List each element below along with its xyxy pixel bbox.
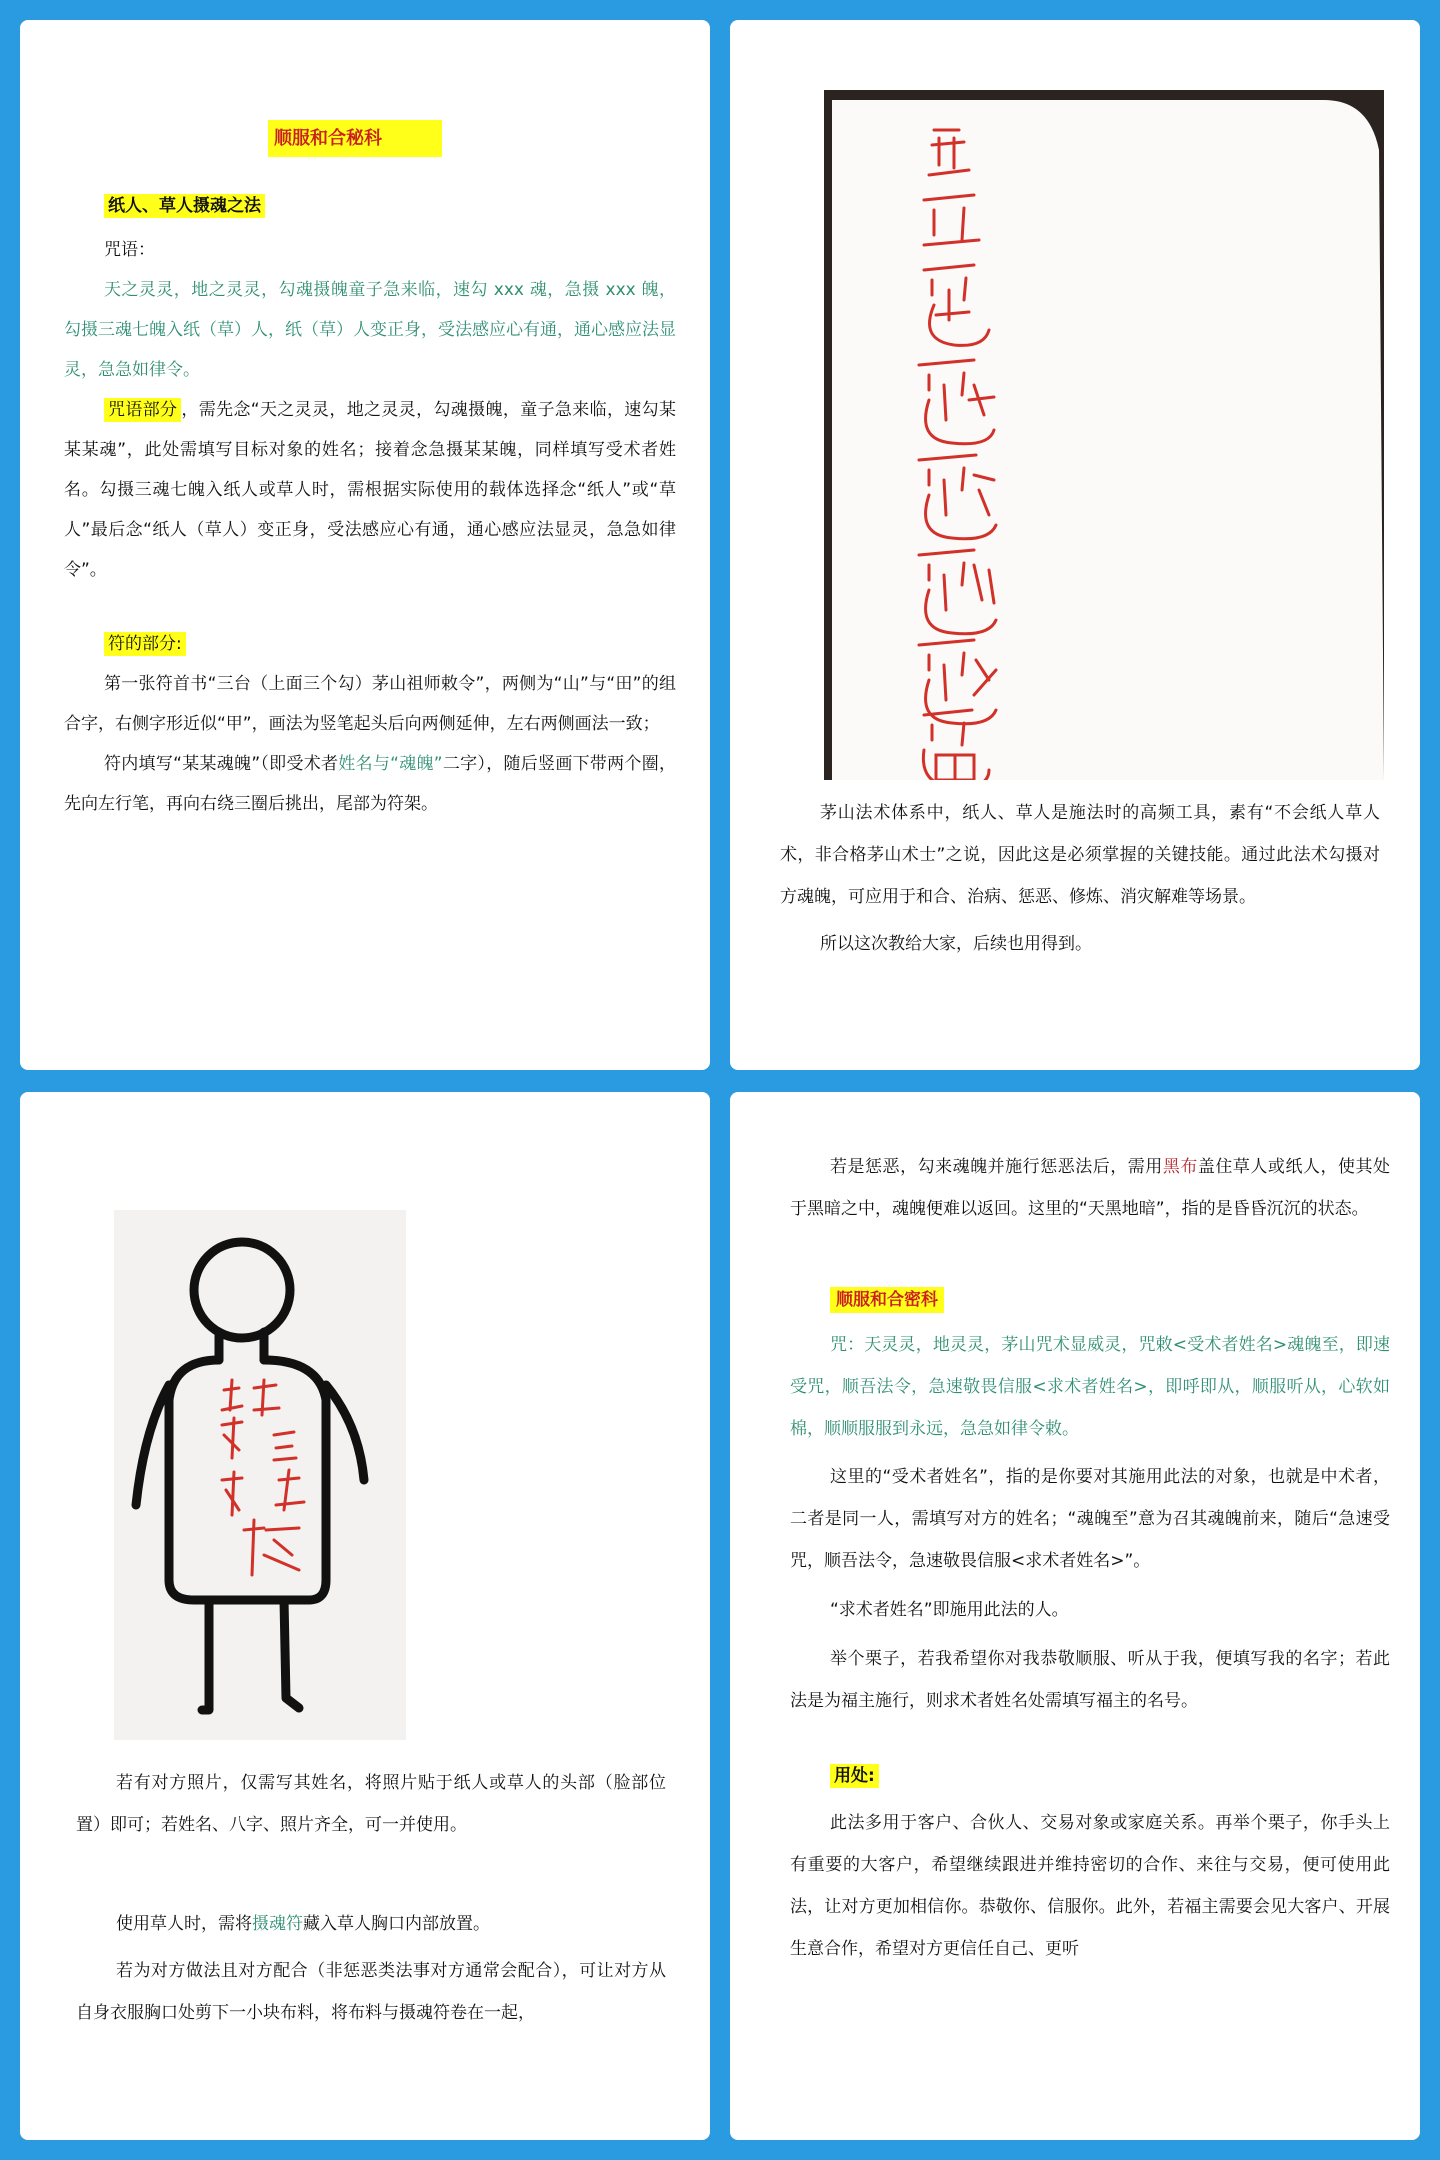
- stick-figure-image: [114, 1210, 406, 1740]
- page-1-body: [64, 168, 676, 824]
- mantra-part-label: 咒语部分: [104, 398, 181, 422]
- talisman-p2-text-b: 二字），随后竖画下带两个圈，先向左行笔，再向右绕三圈后挑出，尾部为符架。: [64, 754, 676, 814]
- page-4-paragraph-1: [790, 1146, 1390, 1230]
- p4-p1-red: 黑布: [1162, 1157, 1198, 1177]
- document-page-3: [20, 1092, 710, 2140]
- usage-label: 用处:: [830, 1764, 879, 1788]
- document-page-2: [730, 20, 1420, 1070]
- page-3-paragraph-3: 若为对方做法且对方配合（非惩恶类法事对方通常会配合），可让对方从自身衣服胸口处剪下一小块布料，将布料与摄魂符卷在一起，: [76, 1961, 666, 2023]
- talisman-paragraph-1: 第一张符首书“三台（上面三个勾）茅山祖师敕令”，两侧为“山”与“田”的组合字，右侧字形近似“甲”，画法为竖笔起头后向两侧延伸，左右两侧画法一致；: [64, 674, 676, 734]
- section-heading: 顺服和合密科: [830, 1287, 944, 1313]
- page-2-paragraph-1: 茅山法术体系中，纸人、草人是施法时的高频工具，素有“不会纸人草人术，非合格茅山术士”之说，因此这是必须掌握的关键技能。通过此法术勾摄对方魂魄，可应用于和合、治病、惩恶、修炼、消灾解难等场景。: [780, 803, 1380, 907]
- page-2-paragraph-2: 所以这次教给大家，后续也用得到。: [820, 934, 1092, 954]
- document-page-1: [20, 20, 710, 1070]
- p3-p2-green: 摄魂符: [252, 1914, 303, 1934]
- section-mantra: 咒：天灵灵，地灵灵，茅山咒术显威灵，咒敕<受术者姓名>魂魄至，即速受咒，顺吾法令，急速敬畏信服<求术者姓名>，即呼即从，顺服听从，心软如棉，顺顺服服到永远，急急如律令敕。: [790, 1335, 1390, 1439]
- p3-p2-text-b: 藏入草人胸口内部放置。: [303, 1914, 490, 1934]
- page-title: 顺服和合秘科: [268, 120, 498, 158]
- red-talisman-image: [824, 90, 1384, 780]
- page-4-body: [790, 1146, 1390, 1970]
- page-4-paragraph-3: “求术者姓名”即施用此法的人。: [830, 1600, 1069, 1620]
- p4-p1-text-b: 盖住草人或纸人，使其处于黑暗之中，魂魄便难以返回。这里的“天黑地暗”，指的是昏昏沉沉的状态。: [790, 1157, 1391, 1219]
- page-2-body: [780, 792, 1380, 964]
- section-subtitle: 纸人、草人摄魂之法: [104, 194, 265, 218]
- page-3-paragraph-1: 若有对方照片，仅需写其姓名，将照片贴于纸人或草人的头部（脸部位置）即可；若姓名、八字、照片齐全，可一并使用。: [76, 1773, 666, 1835]
- page-4-paragraph-4: 举个栗子，若我希望你对我恭敬顺服、听从于我，便填写我的名字；若此法是为福主施行，则求术者姓名处需填写福主的名号。: [790, 1649, 1390, 1711]
- talisman-p2-green: 姓名与“魂魄”: [338, 754, 443, 774]
- mantra-part-paragraph: [64, 390, 676, 590]
- mantra-part-text: ，需先念“天之灵灵，地之灵灵，勾魂摄魄，童子急来临，速勾某某某魂”，此处需填写目标对象的姓名；接着念急摄某某魄，同样填写受术者姓名。勾摄三魂七魄入纸人或草人时，需根据实际使用的载体选择念“纸人”或“草人”最后念“纸人（草人）变正身，受法感应心有通，通心感应法显灵，急急如律令”。: [64, 400, 677, 580]
- talisman-p2-text-a: 符内填写“某某魂魄”（即受术者: [104, 754, 339, 774]
- page-4-paragraph-5: 此法多用于客户、合伙人、交易对象或家庭关系。再举个栗子，你手头上有重要的大客户，希望继续跟进并维持密切的合作、来往与交易，便可使用此法，让对方更加相信你。恭敬你、信服你。此外，若福主需要会见大客户、开展生意合作，希望对方更信任自己、更听: [790, 1813, 1390, 1959]
- talisman-label: 符的部分:: [104, 632, 186, 656]
- talisman-paragraph-2: [64, 744, 676, 824]
- page-3-paragraph-2: [76, 1904, 666, 1944]
- page-3-body: [76, 1762, 666, 2034]
- document-page-4: [730, 1092, 1420, 2140]
- page-4-paragraph-2: 这里的“受术者姓名”，指的是你要对其施用此法的对象，也就是中术者，二者是同一人，需填写对方的姓名；“魂魄至”意为召其魂魄前来，随后“急速受咒，顺吾法令，急速敬畏信服<求术者姓名>”。: [790, 1467, 1390, 1571]
- p3-p2-text-a: 使用草人时，需将: [116, 1914, 252, 1934]
- mantra-label: 咒语：: [104, 240, 155, 260]
- mantra-text: 天之灵灵，地之灵灵，勾魂摄魄童子急来临，速勾 xxx 魂，急摄 xxx 魄，勾摄三魂七魄入纸（草）人，纸（草）人变正身，受法感应心有通，通心感应法显灵，急急如律令。: [64, 280, 676, 380]
- p4-p1-text-a: 若是惩恶，勾来魂魄并施行惩恶法后，需用: [830, 1157, 1163, 1177]
